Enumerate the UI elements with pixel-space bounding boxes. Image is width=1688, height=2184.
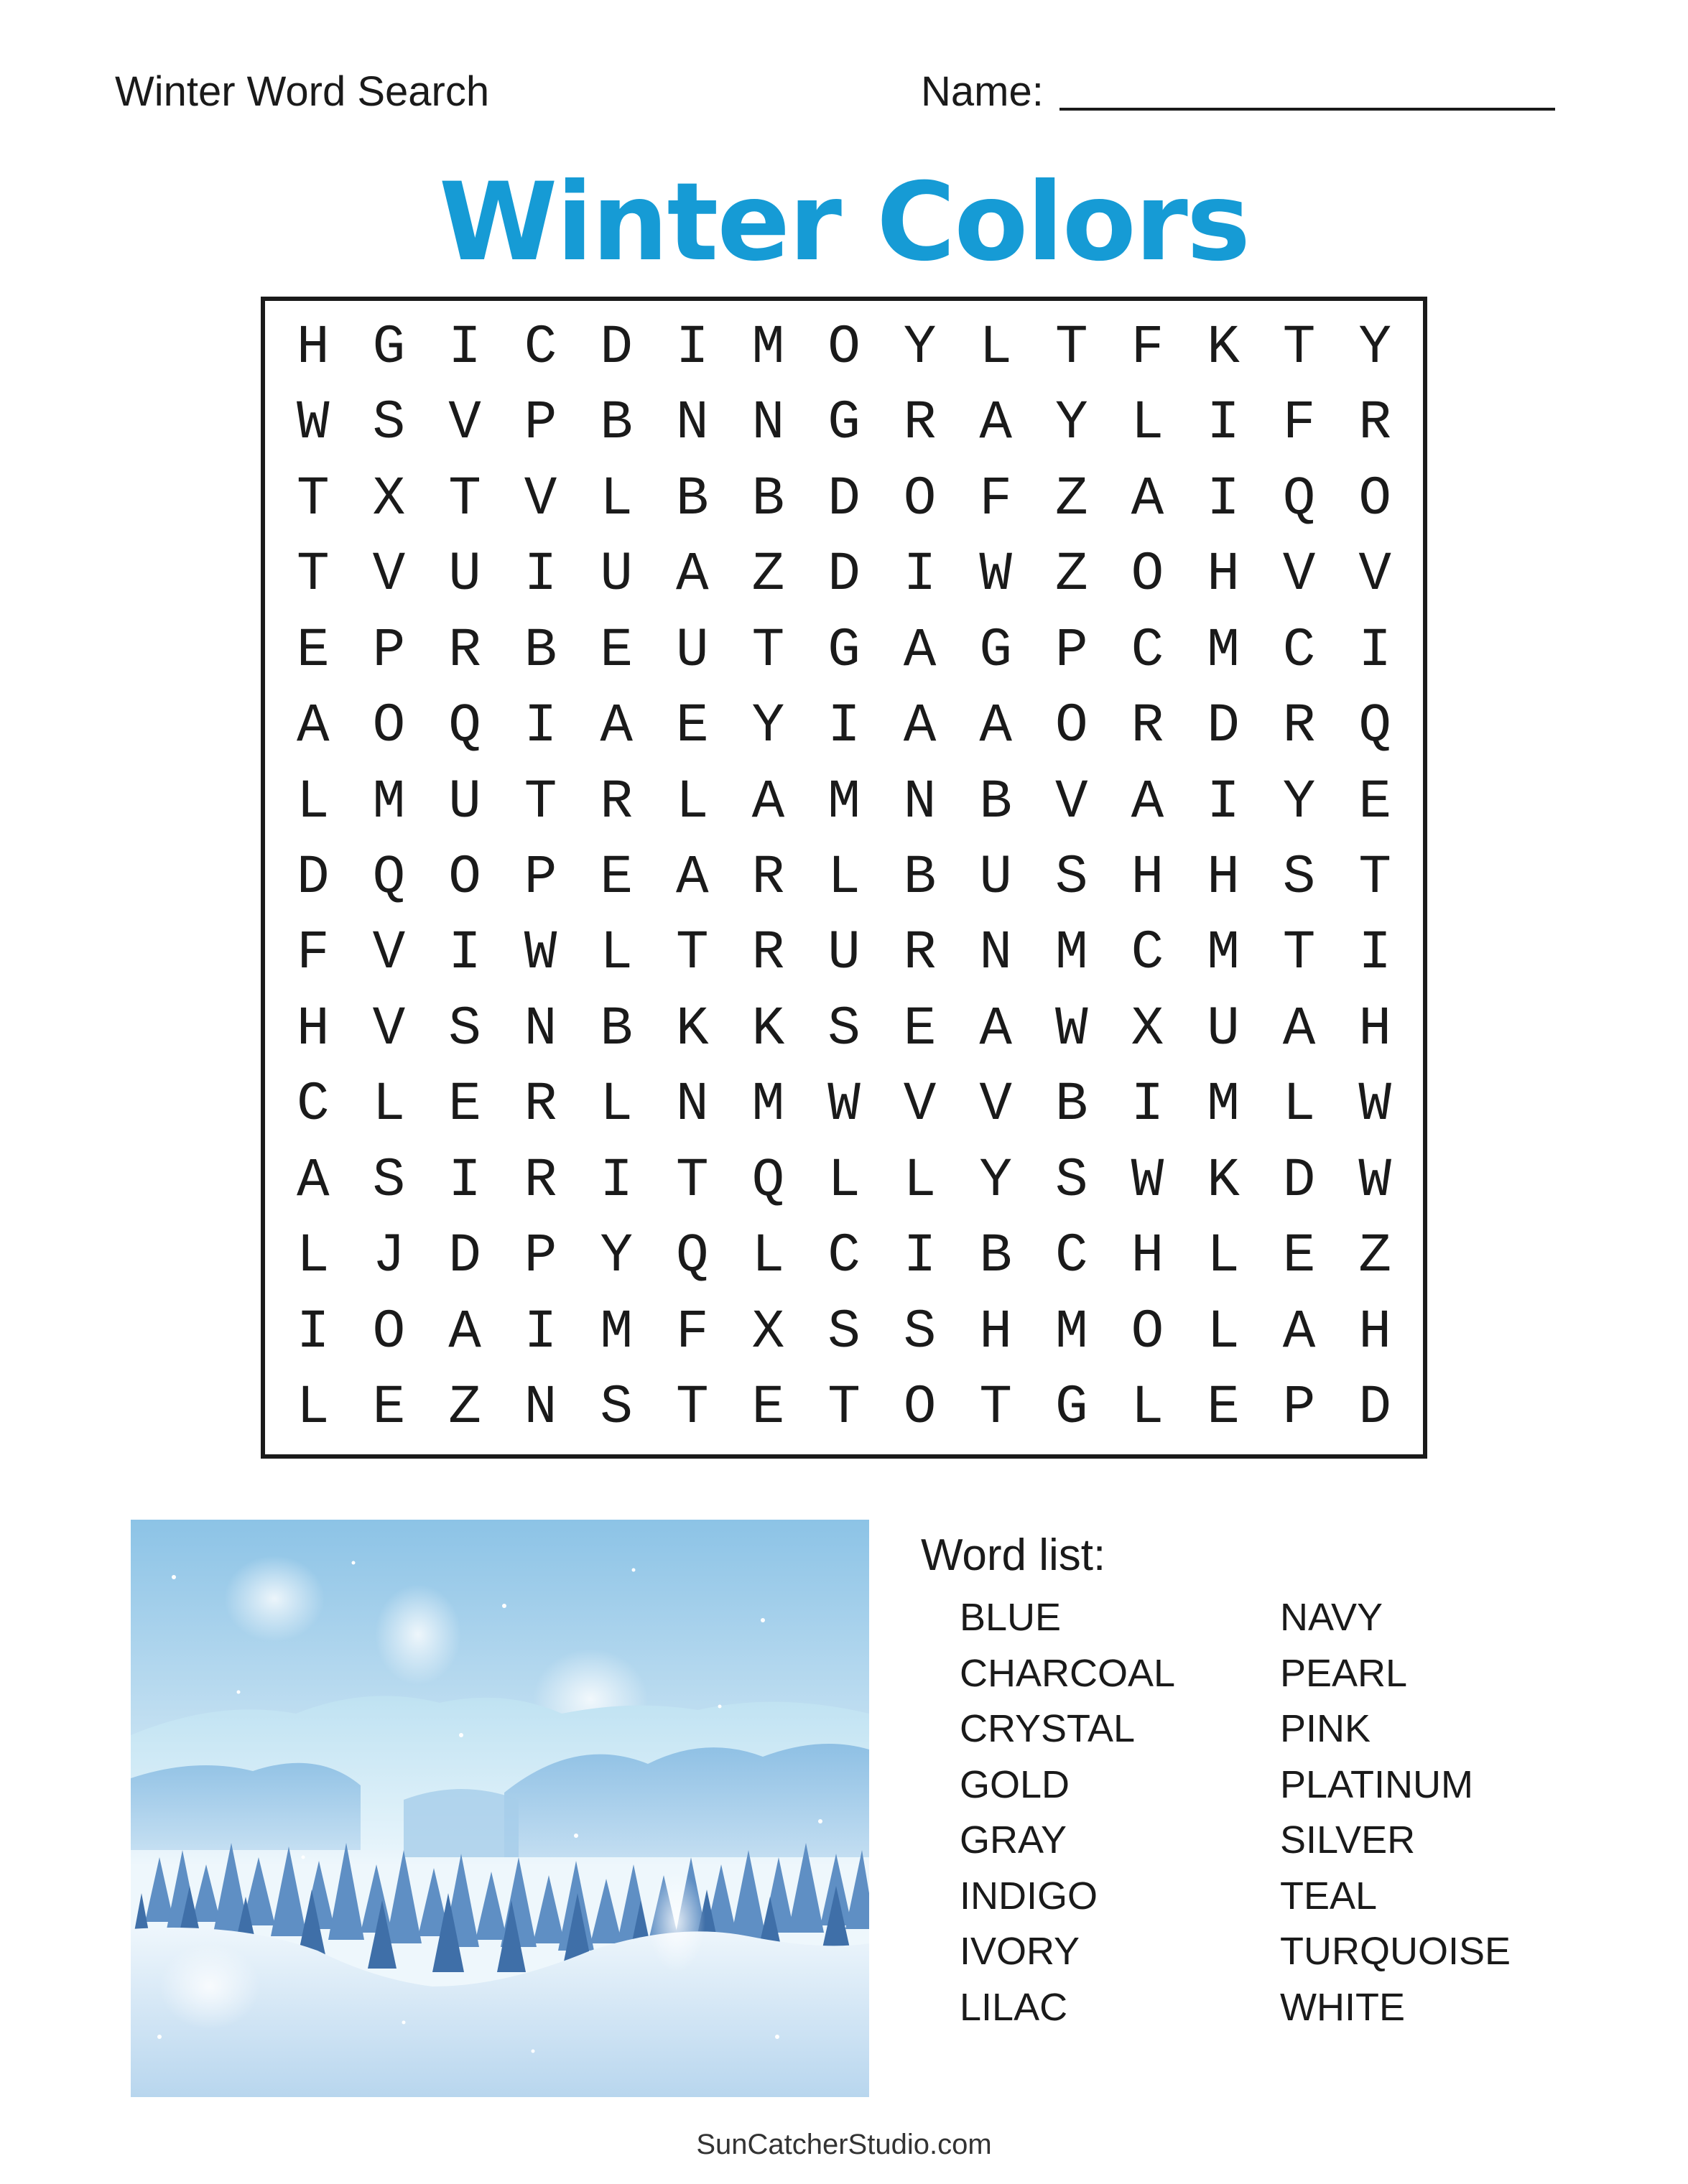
grid-letter[interactable]: Q [372, 846, 406, 909]
grid-letter[interactable]: T [1282, 922, 1316, 985]
grid-letter[interactable]: R [1358, 392, 1391, 455]
grid-letter[interactable]: Q [751, 1149, 785, 1212]
grid-letter[interactable]: I [903, 1225, 937, 1288]
grid-letter[interactable]: L [827, 1149, 861, 1212]
grid-letter[interactable]: O [372, 1301, 406, 1363]
grid-letter[interactable]: R [751, 922, 785, 985]
grid-letter[interactable]: R [600, 771, 633, 833]
grid-letter[interactable]: F [1131, 316, 1164, 378]
grid-letter[interactable]: L [903, 1149, 937, 1212]
grid-letter[interactable]: E [600, 619, 633, 682]
grid-letter[interactable]: R [524, 1149, 557, 1212]
grid-letter[interactable]: Q [675, 1225, 709, 1288]
word-list-item: TEAL [1280, 1874, 1378, 1918]
grid-letter[interactable]: T [751, 619, 785, 682]
grid-letter[interactable]: Y [903, 316, 937, 378]
grid-letter[interactable]: O [1131, 1301, 1164, 1363]
grid-letter[interactable]: L [296, 1225, 330, 1288]
page-title: Winter Colors [438, 160, 1250, 285]
grid-letter[interactable]: G [372, 316, 406, 378]
grid-letter[interactable]: M [1207, 922, 1240, 985]
grid-letter[interactable]: N [524, 998, 557, 1060]
grid-letter[interactable]: D [1282, 1149, 1316, 1212]
grid-letter[interactable]: A [903, 695, 937, 758]
grid-letter[interactable]: H [1207, 846, 1240, 909]
grid-letter[interactable]: V [903, 1074, 937, 1136]
grid-letter[interactable]: O [372, 695, 406, 758]
grid-letter[interactable]: B [600, 392, 633, 455]
grid-letter[interactable]: P [524, 846, 557, 909]
grid-letter[interactable]: A [675, 846, 709, 909]
grid-letter[interactable]: E [296, 619, 330, 682]
winter-landscape-illustration [131, 1520, 869, 2097]
grid-letter[interactable]: L [979, 316, 1012, 378]
grid-letter[interactable]: A [1282, 1301, 1316, 1363]
grid-letter[interactable]: N [751, 392, 785, 455]
grid-letter[interactable]: V [372, 544, 406, 606]
word-list-item: NAVY [1280, 1596, 1383, 1639]
grid-letter[interactable]: X [1131, 998, 1164, 1060]
grid-letter[interactable]: L [1207, 1301, 1240, 1363]
grid-letter[interactable]: M [600, 1301, 633, 1363]
grid-letter[interactable]: G [1054, 1377, 1088, 1439]
grid-letter[interactable]: R [903, 922, 937, 985]
word-list-item: PEARL [1280, 1651, 1408, 1695]
grid-letter[interactable]: U [1207, 998, 1240, 1060]
grid-letter[interactable]: R [903, 392, 937, 455]
grid-letter[interactable]: S [1054, 846, 1088, 909]
grid-letter[interactable]: I [675, 316, 709, 378]
grid-letter[interactable]: B [979, 1225, 1012, 1288]
grid-letter[interactable]: L [1207, 1225, 1240, 1288]
grid-letter[interactable]: A [448, 1301, 481, 1363]
grid-letter[interactable]: A [1282, 998, 1316, 1060]
grid-letter[interactable]: H [1358, 998, 1391, 1060]
grid-letter[interactable]: D [827, 544, 861, 606]
grid-letter[interactable]: W [1054, 998, 1088, 1060]
grid-letter[interactable]: I [448, 316, 481, 378]
name-label: Name: [921, 68, 1044, 115]
grid-letter[interactable]: I [827, 695, 861, 758]
grid-letter[interactable]: M [1054, 1301, 1088, 1363]
grid-letter[interactable]: A [903, 619, 937, 682]
grid-letter[interactable]: P [372, 619, 406, 682]
grid-letter[interactable]: V [372, 922, 406, 985]
grid-letter[interactable]: T [448, 468, 481, 530]
grid-letter[interactable]: C [1131, 922, 1164, 985]
grid-letter[interactable]: F [675, 1301, 709, 1363]
grid-letter[interactable]: T [296, 544, 330, 606]
grid-letter[interactable]: I [296, 1301, 330, 1363]
grid-letter[interactable]: Z [1054, 468, 1088, 530]
grid-letter[interactable]: E [1358, 771, 1391, 833]
grid-letter[interactable]: M [1207, 1074, 1240, 1136]
footer-credit: SunCatcherStudio.com [696, 2129, 992, 2160]
grid-letter[interactable]: H [296, 316, 330, 378]
grid-letter[interactable]: O [903, 1377, 937, 1439]
grid-letter[interactable]: L [600, 922, 633, 985]
grid-letter[interactable]: S [827, 1301, 861, 1363]
grid-letter[interactable]: I [448, 1149, 481, 1212]
grid-letter[interactable]: L [1131, 1377, 1164, 1439]
grid-letter[interactable]: D [600, 316, 633, 378]
grid-letter[interactable]: N [675, 392, 709, 455]
grid-letter[interactable]: S [1054, 1149, 1088, 1212]
word-list-item: BLUE [960, 1596, 1062, 1639]
grid-letter[interactable]: N [979, 922, 1012, 985]
grid-letter[interactable]: U [448, 771, 481, 833]
grid-letter[interactable]: W [1358, 1074, 1391, 1136]
grid-letter[interactable]: S [903, 1301, 937, 1363]
word-list-item: GOLD [960, 1762, 1070, 1806]
grid-letter[interactable]: H [296, 998, 330, 1060]
grid-letter[interactable]: J [372, 1225, 406, 1288]
grid-letter[interactable]: P [1282, 1377, 1316, 1439]
grid-letter[interactable]: I [600, 1149, 633, 1212]
grid-letter[interactable]: Z [1358, 1225, 1391, 1288]
word-list-item: PLATINUM [1280, 1762, 1474, 1806]
word-list-column-1 [960, 1590, 1175, 2035]
grid-letter[interactable]: D [448, 1225, 481, 1288]
grid-letter[interactable]: F [296, 922, 330, 985]
grid-letter[interactable]: S [372, 1149, 406, 1212]
grid-letter[interactable]: R [448, 619, 481, 682]
grid-letter[interactable]: T [827, 1377, 861, 1439]
grid-letter[interactable]: M [827, 771, 861, 833]
grid-letter[interactable]: L [1131, 392, 1164, 455]
grid-letter[interactable]: T [675, 922, 709, 985]
grid-letter[interactable]: T [1282, 316, 1316, 378]
grid-letter[interactable]: C [1054, 1225, 1088, 1288]
grid-letter[interactable]: S [448, 998, 481, 1060]
grid-letter[interactable]: M [372, 771, 406, 833]
grid-letter[interactable]: I [448, 922, 481, 985]
grid-letter[interactable]: X [751, 1301, 785, 1363]
grid-letter[interactable]: K [675, 998, 709, 1060]
worksheet-label: Winter Word Search [115, 68, 490, 115]
grid-letter[interactable]: N [524, 1377, 557, 1439]
grid-letter[interactable]: L [296, 771, 330, 833]
grid-letter[interactable]: L [600, 1074, 633, 1136]
name-field[interactable] [921, 63, 1555, 121]
grid-letter[interactable]: I [1207, 771, 1240, 833]
grid-letter[interactable]: U [827, 922, 861, 985]
word-list-item: LILAC [960, 1985, 1068, 2029]
grid-letter[interactable]: R [524, 1074, 557, 1136]
grid-letter[interactable]: Z [751, 544, 785, 606]
grid-letter[interactable]: V [372, 998, 406, 1060]
grid-letter[interactable]: C [1131, 619, 1164, 682]
grid-letter[interactable]: I [524, 695, 557, 758]
grid-letter[interactable]: G [827, 392, 861, 455]
grid-letter[interactable]: I [1131, 1074, 1164, 1136]
grid-letter[interactable]: H [1131, 1225, 1164, 1288]
grid-letter[interactable]: K [1207, 316, 1240, 378]
grid-letter[interactable]: T [675, 1377, 709, 1439]
grid-letter[interactable]: C [524, 316, 557, 378]
grid-letter[interactable]: G [979, 619, 1012, 682]
grid-letter[interactable]: F [1282, 392, 1316, 455]
grid-letter[interactable]: A [979, 998, 1012, 1060]
grid-letter[interactable]: A [296, 1149, 330, 1212]
grid-letter[interactable]: O [903, 468, 937, 530]
grid-letter[interactable]: Y [1282, 771, 1316, 833]
grid-letter[interactable]: A [600, 695, 633, 758]
grid-letter[interactable]: W [524, 922, 557, 985]
grid-letter[interactable]: L [1282, 1074, 1316, 1136]
grid-letter[interactable]: D [1358, 1377, 1391, 1439]
grid-letter[interactable]: W [1358, 1149, 1391, 1212]
grid-letter[interactable]: Y [751, 695, 785, 758]
grid-letter[interactable]: E [372, 1377, 406, 1439]
grid-letter[interactable]: T [1054, 316, 1088, 378]
word-list-item: TURQUOISE [1280, 1930, 1511, 1973]
grid-letter[interactable]: M [751, 1074, 785, 1136]
grid-letter[interactable]: W [296, 392, 330, 455]
grid-letter[interactable]: S [600, 1377, 633, 1439]
grid-letter[interactable]: I [1358, 619, 1391, 682]
grid-letter[interactable]: V [448, 392, 481, 455]
grid-letter[interactable]: T [1358, 846, 1391, 909]
grid-letter[interactable]: A [296, 695, 330, 758]
grid-letter[interactable]: E [1282, 1225, 1316, 1288]
grid-letter[interactable]: W [827, 1074, 861, 1136]
grid-letter[interactable]: H [1358, 1301, 1391, 1363]
grid-letter[interactable]: Q [448, 695, 481, 758]
grid-letter[interactable]: M [751, 316, 785, 378]
word-list-item: CRYSTAL [960, 1707, 1136, 1750]
grid-letter[interactable]: O [827, 316, 861, 378]
grid-letter[interactable]: U [600, 544, 633, 606]
grid-letter[interactable]: N [903, 771, 937, 833]
grid-letter[interactable]: F [979, 468, 1012, 530]
grid-letter[interactable]: W [979, 544, 1012, 606]
grid-letter[interactable]: S [827, 998, 861, 1060]
grid-letter[interactable]: B [524, 619, 557, 682]
grid-letter[interactable]: C [827, 1225, 861, 1288]
grid-letter[interactable]: L [675, 771, 709, 833]
grid-letter[interactable]: U [675, 619, 709, 682]
grid-letter[interactable]: A [979, 695, 1012, 758]
word-list-item: INDIGO [960, 1874, 1098, 1918]
grid-letter[interactable]: S [1282, 846, 1316, 909]
grid-letter[interactable]: S [372, 392, 406, 455]
grid-letter[interactable]: Y [1054, 392, 1088, 455]
grid-letter[interactable]: D [827, 468, 861, 530]
grid-letter[interactable]: M [1054, 922, 1088, 985]
grid-letter[interactable]: O [1131, 544, 1164, 606]
grid-letter[interactable]: L [827, 846, 861, 909]
word-list-item: CHARCOAL [960, 1651, 1176, 1695]
grid-letter[interactable]: E [751, 1377, 785, 1439]
grid-letter[interactable]: B [751, 468, 785, 530]
grid-letter[interactable]: D [1207, 695, 1240, 758]
grid-letter[interactable]: O [1358, 468, 1391, 530]
grid-letter[interactable]: U [979, 846, 1012, 909]
grid-letter[interactable]: E [903, 998, 937, 1060]
word-list-item: WHITE [1280, 1985, 1405, 2029]
grid-letter[interactable]: M [1207, 619, 1240, 682]
grid-letter[interactable]: Y [979, 1149, 1012, 1212]
grid-letter[interactable]: E [675, 695, 709, 758]
grid-letter[interactable]: T [979, 1377, 1012, 1439]
grid-letter[interactable]: H [1131, 846, 1164, 909]
grid-letter[interactable]: V [979, 1074, 1012, 1136]
grid-letter[interactable]: I [1358, 922, 1391, 985]
grid-letter[interactable]: Q [1282, 468, 1316, 530]
grid-letter[interactable]: E [600, 846, 633, 909]
word-list-item: IVORY [960, 1930, 1080, 1973]
grid-letter[interactable]: L [372, 1074, 406, 1136]
grid-letter[interactable]: B [979, 771, 1012, 833]
grid-letter[interactable]: Y [600, 1225, 633, 1288]
grid-letter[interactable]: T [524, 771, 557, 833]
grid-letter[interactable]: H [1207, 544, 1240, 606]
grid-letter[interactable]: I [1207, 392, 1240, 455]
grid-letter[interactable]: X [372, 468, 406, 530]
grid-letter[interactable]: B [903, 846, 937, 909]
grid-letter[interactable]: Q [1358, 695, 1391, 758]
grid-letter[interactable]: V [1358, 544, 1391, 606]
grid-letter[interactable]: L [600, 468, 633, 530]
grid-letter[interactable]: V [1054, 771, 1088, 833]
grid-letter[interactable]: G [827, 619, 861, 682]
grid-letter[interactable]: C [1282, 619, 1316, 682]
grid-letter[interactable]: I [524, 544, 557, 606]
grid-letter[interactable]: Z [1054, 544, 1088, 606]
grid-letter[interactable]: A [751, 771, 785, 833]
grid-letter[interactable]: L [751, 1225, 785, 1288]
grid-letter[interactable]: P [524, 392, 557, 455]
grid-letter[interactable]: B [675, 468, 709, 530]
grid-letter[interactable]: A [979, 392, 1012, 455]
grid-letter[interactable]: W [1131, 1149, 1164, 1212]
grid-letter[interactable]: N [675, 1074, 709, 1136]
grid-letter[interactable]: V [1282, 544, 1316, 606]
grid-letter[interactable]: L [296, 1377, 330, 1439]
grid-letter[interactable]: H [979, 1301, 1012, 1363]
grid-letter[interactable]: I [524, 1301, 557, 1363]
grid-letter[interactable]: Y [1358, 316, 1391, 378]
word-list-item: GRAY [960, 1818, 1067, 1862]
grid-letter[interactable]: A [675, 544, 709, 606]
word-list-item: SILVER [1280, 1818, 1416, 1862]
grid-letter[interactable]: R [1282, 695, 1316, 758]
grid-letter[interactable]: A [1131, 468, 1164, 530]
grid-letter[interactable]: U [448, 544, 481, 606]
grid-letter[interactable]: T [296, 468, 330, 530]
word-list-item: PINK [1280, 1707, 1371, 1750]
grid-letter[interactable]: E [1207, 1377, 1240, 1439]
grid-letter[interactable]: P [1054, 619, 1088, 682]
grid-letter[interactable]: V [524, 468, 557, 530]
grid-letter[interactable]: E [448, 1074, 481, 1136]
grid-letter[interactable]: D [296, 846, 330, 909]
grid-letter[interactable]: I [903, 544, 937, 606]
grid-letter[interactable]: K [751, 998, 785, 1060]
grid-letter[interactable]: K [1207, 1149, 1240, 1212]
grid-letter[interactable]: O [1054, 695, 1088, 758]
word-list-column-2 [1280, 1590, 1511, 2035]
grid-letter[interactable]: B [1054, 1074, 1088, 1136]
grid-letter[interactable]: Z [448, 1377, 481, 1439]
grid-letter[interactable]: B [600, 998, 633, 1060]
grid-letter[interactable]: R [1131, 695, 1164, 758]
name-blank-line[interactable] [1059, 108, 1555, 111]
grid-letter[interactable]: O [448, 846, 481, 909]
grid-letter[interactable]: P [524, 1225, 557, 1288]
word-search-grid[interactable] [261, 297, 1427, 1459]
word-list-heading: Word list: [921, 1530, 1106, 1580]
grid-letter[interactable]: T [675, 1149, 709, 1212]
grid-letter[interactable]: A [1131, 771, 1164, 833]
grid-letter[interactable]: C [296, 1074, 330, 1136]
grid-letter[interactable]: I [1207, 468, 1240, 530]
grid-letter[interactable]: R [751, 846, 785, 909]
